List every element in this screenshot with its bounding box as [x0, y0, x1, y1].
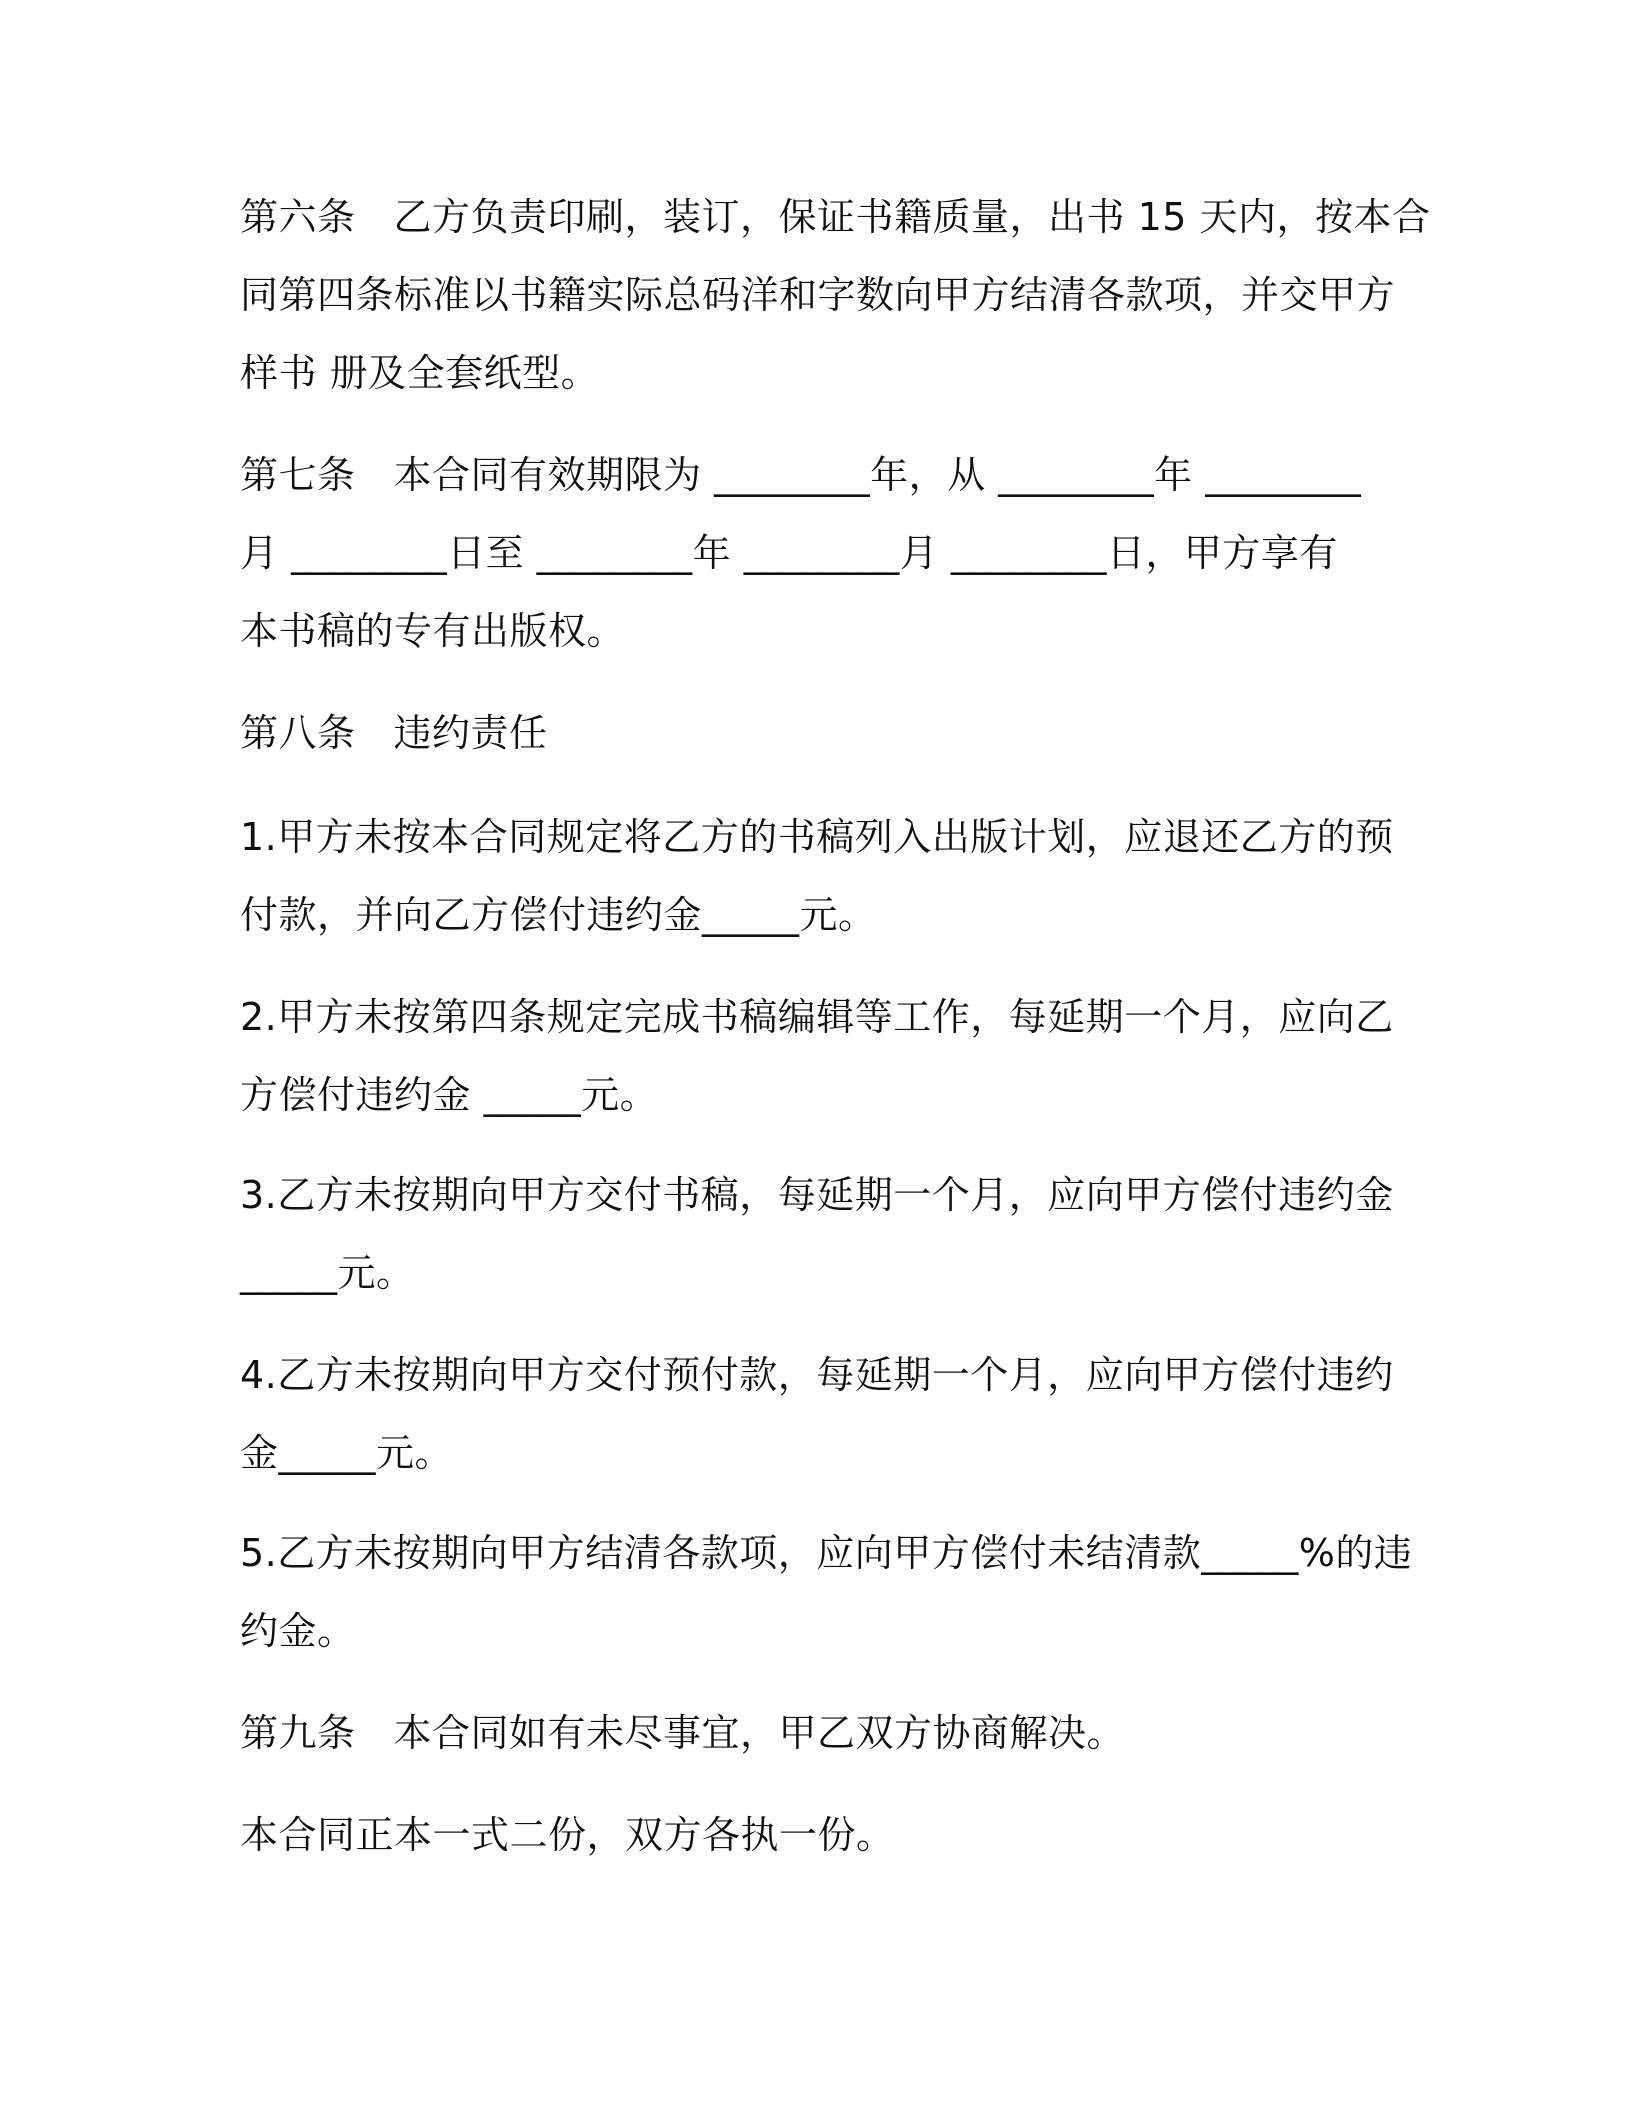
penalty-item-3: [240, 1156, 1420, 1312]
article-9-line: [240, 1694, 1420, 1772]
article-8-heading: 第八条: [240, 711, 356, 755]
penalty-item-4: [240, 1336, 1420, 1492]
article-7-line-3: 本书稿的专有出版权。: [240, 609, 626, 653]
penalty-item-1-line-2: 付款，并向乙方偿付违约金_____元。: [240, 893, 877, 937]
article-7-line-2: 月 ________日至 ________年 ________月 ________日，甲方享有: [240, 531, 1338, 575]
penalty-item-2-line-2: 方偿付违约金 _____元。: [240, 1073, 659, 1117]
penalty-item-1: [240, 798, 1420, 954]
article-8-line: [240, 694, 1420, 772]
penalty-item-2: [240, 978, 1420, 1134]
penalty-item-4-line-2: 金_____元。: [240, 1431, 454, 1475]
article-8: [240, 694, 1420, 772]
penalty-item-5: [240, 1514, 1420, 1670]
article-7-text-1: 本合同有效期限为 ________年，从 ________年 ________: [393, 453, 1362, 497]
article-9-text: 本合同如有未尽事宜，甲乙双方协商解决。: [393, 1711, 1126, 1755]
closing-line: 本合同正本一式二份，双方各执一份。: [240, 1813, 895, 1857]
penalty-item-1-line-1: 1.甲方未按本合同规定将乙方的书稿列入出版计划，应退还乙方的预: [240, 815, 1394, 859]
article-9: [240, 1694, 1420, 1772]
penalty-item-3-line-1: 3.乙方未按期向甲方交付书稿，每延期一个月，应向甲方偿付违约金: [240, 1173, 1394, 1217]
article-6-line-1: [240, 178, 1431, 256]
article-6-line-2: 同第四条标准以书籍实际总码洋和字数向甲方结清各款项，并交甲方: [240, 273, 1396, 317]
article-7-heading: 第七条: [240, 453, 356, 497]
article-6-text-1: 乙方负责印刷，装订，保证书籍质量，出书 15 天内，按本合: [393, 195, 1431, 239]
penalty-item-5-line-2: 约金。: [240, 1609, 356, 1653]
article-6-line-3: 样书 册及全套纸型。: [240, 351, 600, 395]
penalty-item-4-line-1: 4.乙方未按期向甲方交付预付款，每延期一个月，应向甲方偿付违约: [240, 1353, 1394, 1397]
closing-statement: [240, 1796, 1420, 1874]
article-6: [240, 178, 1431, 412]
penalty-item-5-line-1: 5.乙方未按期向甲方结清各款项，应向甲方偿付未结清款_____%的违: [240, 1531, 1413, 1575]
penalty-item-3-line-2: _____元。: [240, 1251, 415, 1295]
penalty-item-2-line-1: 2.甲方未按第四条规定完成书稿编辑等工作，每延期一个月，应向乙: [240, 995, 1394, 1039]
article-6-heading: 第六条: [240, 195, 356, 239]
article-9-heading: 第九条: [240, 1711, 356, 1755]
article-7: [240, 436, 1420, 670]
article-8-title: 违约责任: [393, 711, 548, 755]
article-7-line-1: [240, 436, 1420, 514]
